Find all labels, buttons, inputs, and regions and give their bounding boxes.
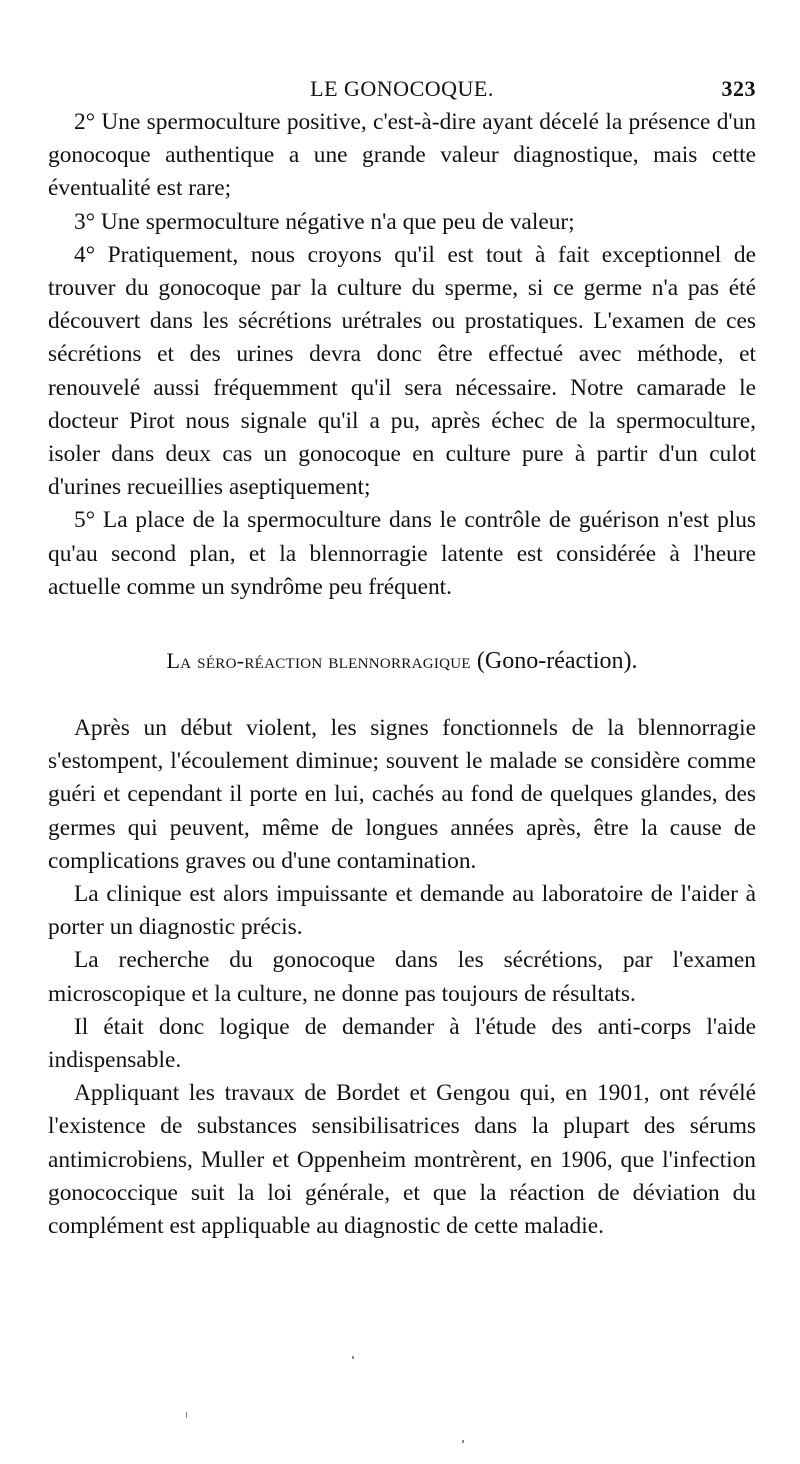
scan-speck <box>462 1440 464 1443</box>
body-paragraph: Après un début violent, les signes fonctionnels de la blennorragie s'estompent, l'écoulement diminue; souvent le malade se considère comme guéri et cependant il porte en lui, cachés au fond de quelques glandes, des germes qui peuvent, même de longues années après, être la cause de complications graves ou d'une contamination. <box>48 715 756 874</box>
body-paragraph: Il était donc logique de demander à l'étude des anti-corps l'aide indispensable. <box>48 1013 756 1074</box>
section-body <box>48 712 756 1243</box>
running-title: LE GONOCOQUE. <box>310 76 494 101</box>
scan-speck <box>352 1356 354 1359</box>
body-paragraph: La clinique est alors impuissante et demande au laboratoire de l'aider à porter un diagnostic précis. <box>48 881 756 941</box>
book-page <box>48 70 756 1243</box>
section-heading <box>48 644 756 678</box>
conclusion-item-5: 5° La place de la spermoculture dans le contrôle de guérison n'est plus qu'au second plan, et la blennorragie latente est considérée à l'heure actuelle comme un syndrôme peu fréquent. <box>48 507 756 600</box>
section-heading-subtitle: (Gono-réaction). <box>476 648 638 675</box>
scan-speck <box>186 1412 187 1418</box>
body-paragraph: Appliquant les travaux de Bordet et Gengou qui, en 1901, ont révélé l'existence de substances sensibilisatrices dans la plupart des sérums antimicrobiens, Muller et Oppenheim montrèrent, en 1906, que l'infection gonococcique suit la loi générale, et que la réaction de déviation du complément est appliquable au diagnostic de cette maladie. <box>48 1080 756 1240</box>
conclusion-item-2: 2° Une spermoculture positive, c'est-à-dire ayant décelé la présence d'un gonocoque authentique a une grande valeur diagnostique, mais cette éventualité est rare; <box>48 109 756 202</box>
body-paragraph: La recherche du gonocoque dans les sécrétions, par l'examen microscopique et la culture, ne donne pas toujours de résultats. <box>48 947 756 1007</box>
running-head <box>48 70 756 106</box>
conclusion-item-4: 4° Pratiquement, nous croyons qu'il est tout à fait exceptionnel de trouver du gonocoque par la culture du sperme, si ce germe n'a pas été découvert dans les sécrétions urétrales ou prostatiques. L'examen de ces sécrétions et des urines devra donc être effectué avec méthode, et renouvelé aussi fréquemment qu'il sera nécessaire. Notre camarade le docteur Pirot nous signale qu'il a pu, après échec de la spermoculture, isoler dans deux cas un gonocoque en culture pure à partir d'un culot d'urines recueillies aseptiquement; <box>48 241 756 501</box>
conclusion-item-3: 3° Une spermoculture négative n'a que peu de valeur; <box>74 208 575 235</box>
page-number: 323 <box>721 76 756 101</box>
numbered-conclusions <box>48 106 756 604</box>
section-heading-title: La séro-réaction blennorragique <box>166 648 471 674</box>
